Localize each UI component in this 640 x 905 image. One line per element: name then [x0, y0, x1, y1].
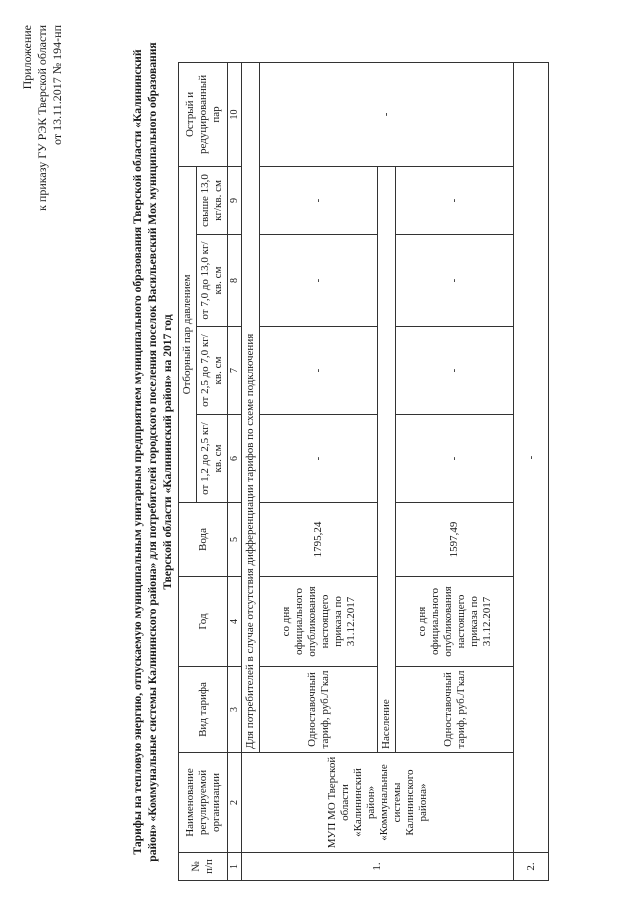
water-tariff-cell: 1597,49 [396, 503, 514, 577]
appendix-line-2: к приказу ГУ РЭК Тверской области [35, 25, 49, 211]
index-cell: 4 [228, 577, 242, 667]
index-cell: 1 [228, 853, 242, 881]
steam-4-cell: - [396, 166, 514, 234]
steam-3-cell: - [260, 235, 378, 327]
index-cell: 3 [228, 667, 242, 753]
header-steam: Отборный пар давлением [179, 166, 197, 502]
water-tariff-cell: 1795,24 [260, 503, 378, 577]
header-steam-2: от 2,5 до 7,0 кг/кв. см [197, 327, 228, 415]
document-title: Тарифы на тепловую энергию, отпускаемую муниципальным унитарным предприятием муниципального образования Тверской области «Калининский район» «Коммунальные системы Калининского района» для потребителей городского поселения поселок Васильевский Мох муниципального образования Тверской области «Калининский район» на 2017 год [131, 42, 174, 862]
tariff-type-cell: Одноставочный тариф, руб./Гкал [396, 667, 514, 753]
table-row [242, 62, 260, 880]
sharp-steam-cell: - [260, 62, 514, 166]
org-name: МУП МО Тверской области «Калининский район» «Коммунальные системы Калининского района» [242, 753, 514, 853]
header-steam-3: от 7,0 до 13,0 кг/кв. см [197, 235, 228, 327]
steam-1-cell: - [260, 415, 378, 503]
header-num: № п/п [179, 853, 228, 881]
index-cell: 10 [228, 62, 242, 166]
index-cell: 7 [228, 327, 242, 415]
header-tariff-type: Вид тарифа [179, 667, 228, 753]
appendix-line-3: от 13.11.2017 № 194-нп [50, 25, 64, 145]
row-2-num: 2. [514, 853, 549, 881]
header-water: Вода [179, 503, 228, 577]
header-year: Год [179, 577, 228, 667]
row-2-spacer: - [514, 62, 549, 852]
column-index-row [228, 62, 242, 880]
index-cell: 8 [228, 235, 242, 327]
header-sharp-steam: Острый и редуцированный пар [179, 62, 228, 166]
steam-2-cell: - [396, 327, 514, 415]
index-cell: 5 [228, 503, 242, 577]
rotated-document-page [20, 17, 620, 887]
table-row [514, 62, 549, 880]
section-population: Население [378, 166, 396, 752]
header-steam-4: свыше 13,0 кг/кв. см [197, 166, 228, 234]
header-steam-1: от 1,2 до 2,5 кг/кв. см [197, 415, 228, 503]
appendix-line-1: Приложение [20, 25, 34, 90]
tariff-table [178, 62, 549, 881]
header-org: Наименование регулируемой организации [179, 753, 228, 853]
index-cell: 9 [228, 166, 242, 234]
tariff-type-cell: Одноставочный тариф, руб./Гкал [260, 667, 378, 753]
index-cell: 6 [228, 415, 242, 503]
steam-4-cell: - [260, 166, 378, 234]
year-cell: со дня официального опубликования настоящего приказа по 31.12.2017 [396, 577, 514, 667]
steam-2-cell: - [260, 327, 378, 415]
header-row-1 [179, 62, 197, 880]
steam-1-cell: - [396, 415, 514, 503]
appendix-note [20, 25, 65, 211]
year-cell: со дня официального опубликования настоящего приказа по 31.12.2017 [260, 577, 378, 667]
section-no-differentiation: Для потребителей в случае отсутствия дифференциации тарифов по схеме подключения [242, 62, 260, 752]
index-cell: 2 [228, 753, 242, 853]
row-1-num: 1. [242, 853, 514, 881]
steam-3-cell: - [396, 235, 514, 327]
